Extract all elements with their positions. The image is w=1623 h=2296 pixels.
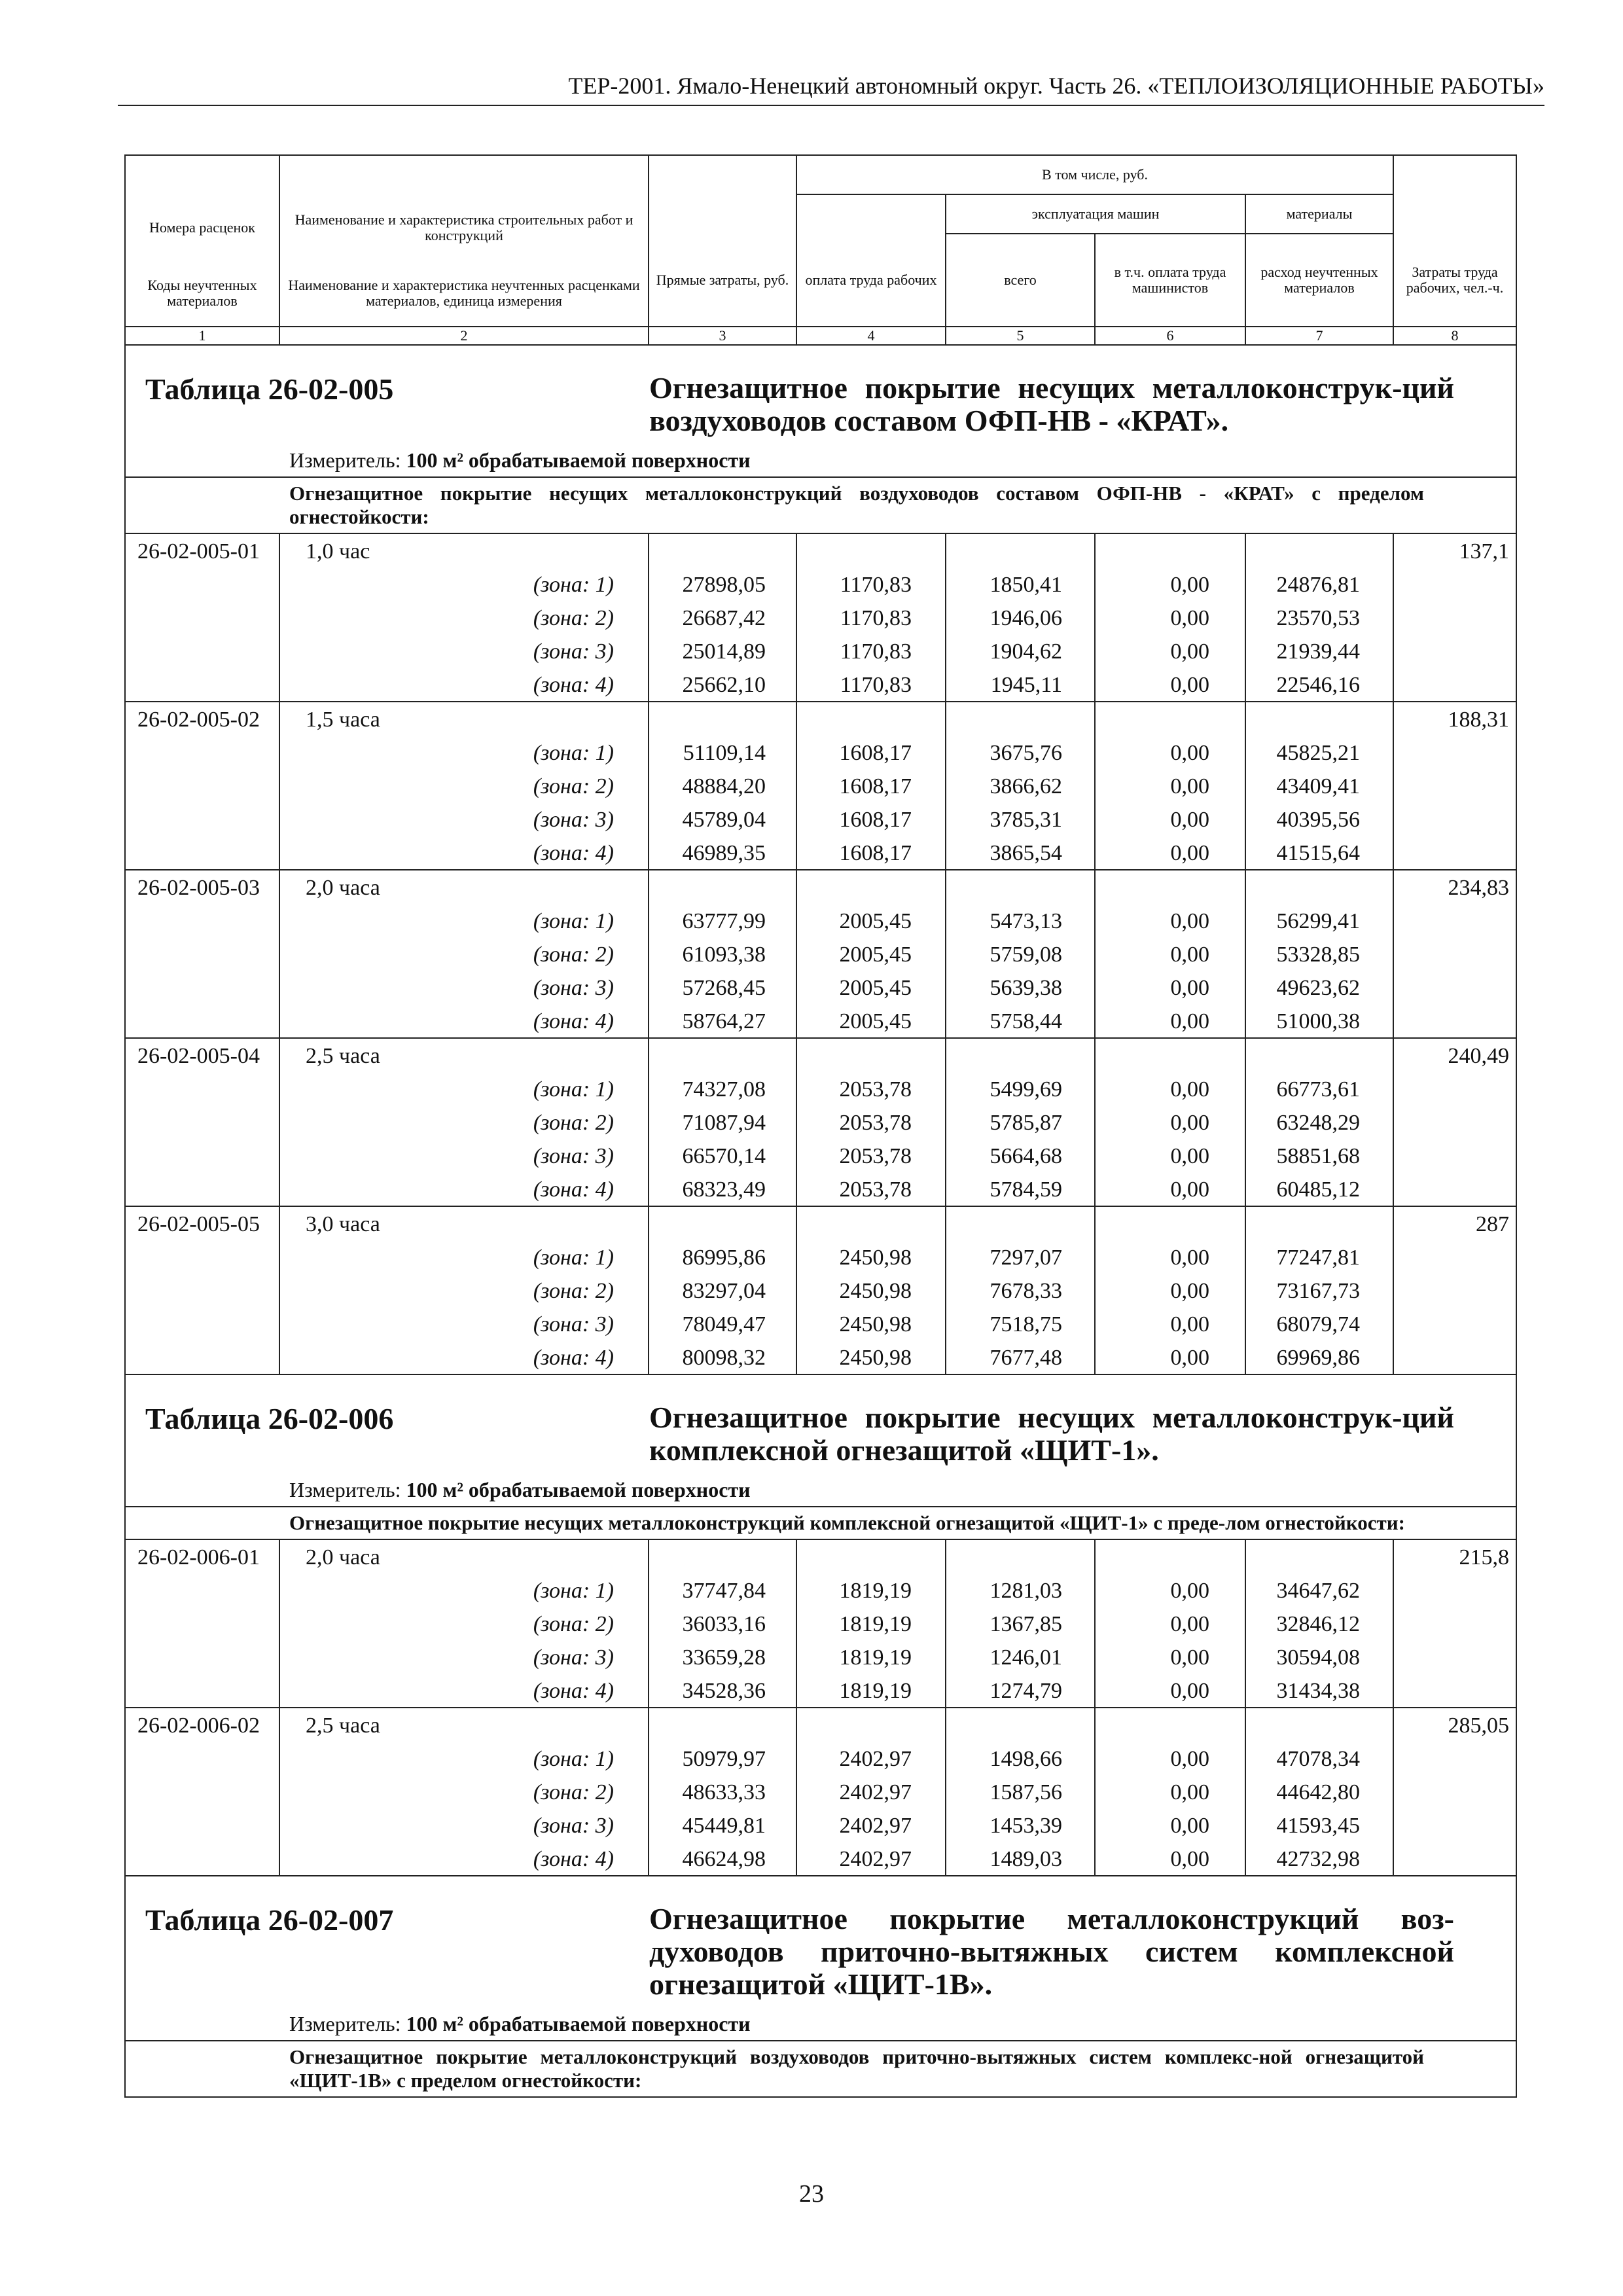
machines-cell: 1945,11 xyxy=(990,673,1062,697)
zone-label: (зона: 2) xyxy=(533,1612,614,1636)
wages-cell: 2402,97 xyxy=(839,1780,912,1804)
direct-costs-cell: 34528,36 xyxy=(682,1679,766,1703)
rate-code: 26-02-006-02 xyxy=(137,1713,260,1738)
table-measure xyxy=(126,1473,1516,1506)
wages-cell: 1170,83 xyxy=(840,573,912,597)
zone-row xyxy=(126,1808,1516,1842)
rate-group xyxy=(126,869,1516,1037)
wages-cell: 1608,17 xyxy=(839,808,912,832)
direct-costs-cell: 45449,81 xyxy=(682,1814,766,1838)
wages-cell: 2402,97 xyxy=(839,1814,912,1838)
zone-label: (зона: 1) xyxy=(533,1246,614,1270)
operators-cell: 0,00 xyxy=(1170,1246,1209,1270)
direct-costs-cell: 66570,14 xyxy=(682,1144,766,1168)
operators-cell: 0,00 xyxy=(1170,1679,1209,1703)
machines-cell: 7518,75 xyxy=(990,1312,1062,1336)
operators-cell: 0,00 xyxy=(1170,606,1209,630)
direct-costs-cell: 83297,04 xyxy=(682,1279,766,1303)
operators-cell: 0,00 xyxy=(1170,639,1209,664)
zone-row xyxy=(126,1340,1516,1374)
zone-label: (зона: 2) xyxy=(533,1111,614,1135)
materials-cell: 51000,38 xyxy=(1276,1009,1360,1033)
table-title: Огнезащитное покрытие металлоконструкций воз-духоводов приточно-вытяжных систем комплексной огнезащитой «ЩИТ-1В». xyxy=(649,1902,1454,2001)
measure-label: Измеритель: xyxy=(289,2012,401,2036)
operators-cell: 0,00 xyxy=(1170,573,1209,597)
direct-costs-cell: 26687,42 xyxy=(682,606,766,630)
materials-cell: 77247,81 xyxy=(1276,1246,1360,1270)
zone-label: (зона: 4) xyxy=(533,673,614,697)
machines-cell: 7297,07 xyxy=(990,1246,1062,1270)
zone-row xyxy=(126,769,1516,802)
operators-cell: 0,00 xyxy=(1170,1111,1209,1135)
rate-labor: 240,49 xyxy=(1448,1044,1509,1068)
zone-row xyxy=(126,736,1516,769)
materials-cell: 32846,12 xyxy=(1276,1612,1360,1636)
materials-cell: 49623,62 xyxy=(1276,976,1360,1000)
direct-costs-cell: 48633,33 xyxy=(682,1780,766,1804)
materials-cell: 58851,68 xyxy=(1276,1144,1360,1168)
machines-cell: 1274,79 xyxy=(990,1679,1062,1703)
zone-row xyxy=(126,1674,1516,1707)
zone-row xyxy=(126,1105,1516,1139)
header-material-codes: Коды неучтенных материалов xyxy=(147,277,257,309)
operators-cell: 0,00 xyxy=(1170,976,1209,1000)
wages-cell: 2053,78 xyxy=(839,1144,912,1168)
rates-sheet xyxy=(124,154,1517,2098)
operators-cell: 0,00 xyxy=(1170,1579,1209,1603)
header-including: В том числе, руб. xyxy=(1042,166,1148,183)
operators-cell: 0,00 xyxy=(1170,1346,1209,1370)
operators-cell: 0,00 xyxy=(1170,1312,1209,1336)
direct-costs-cell: 45789,04 xyxy=(682,808,766,832)
machines-cell: 5759,08 xyxy=(990,942,1062,967)
zone-row xyxy=(126,802,1516,836)
zone-label: (зона: 1) xyxy=(533,909,614,933)
zone-row xyxy=(126,937,1516,971)
wages-cell: 2005,45 xyxy=(839,976,912,1000)
materials-cell: 41593,45 xyxy=(1276,1814,1360,1838)
machines-cell: 5499,69 xyxy=(990,1077,1062,1102)
zone-label: (зона: 4) xyxy=(533,1177,614,1202)
measure-value: 100 м² обрабатываемой поверхности xyxy=(406,448,751,472)
materials-cell: 69969,86 xyxy=(1276,1346,1360,1370)
measure-label: Измеритель: xyxy=(289,448,401,472)
rate-group xyxy=(126,1707,1516,1875)
rate-group xyxy=(126,701,1516,869)
operators-cell: 0,00 xyxy=(1170,1814,1209,1838)
wages-cell: 1819,19 xyxy=(839,1679,912,1703)
header-work-name: Наименование и характеристика строительных работ и конструкций xyxy=(294,211,633,243)
machines-cell: 3866,62 xyxy=(990,774,1062,798)
materials-cell: 68079,74 xyxy=(1276,1312,1360,1336)
rate-code: 26-02-006-01 xyxy=(137,1545,260,1570)
wages-cell: 1819,19 xyxy=(839,1612,912,1636)
zone-label: (зона: 3) xyxy=(533,1645,614,1670)
zone-label: (зона: 4) xyxy=(533,1009,614,1033)
materials-cell: 43409,41 xyxy=(1276,774,1360,798)
direct-costs-cell: 74327,08 xyxy=(682,1077,766,1102)
zone-label: (зона: 3) xyxy=(533,1144,614,1168)
zone-row xyxy=(126,971,1516,1004)
operators-cell: 0,00 xyxy=(1170,774,1209,798)
operators-cell: 0,00 xyxy=(1170,1645,1209,1670)
col-num-1: 1 xyxy=(198,327,206,344)
rate-code: 26-02-005-04 xyxy=(137,1044,260,1068)
machines-cell: 1281,03 xyxy=(990,1579,1062,1603)
machines-cell: 1850,41 xyxy=(990,573,1062,597)
zone-label: (зона: 4) xyxy=(533,1847,614,1871)
table-number: Таблица 26-02-005 xyxy=(145,372,394,406)
wages-cell: 1819,19 xyxy=(839,1579,912,1603)
operators-cell: 0,00 xyxy=(1170,808,1209,832)
zone-row xyxy=(126,904,1516,937)
rate-labor: 287 xyxy=(1476,1212,1509,1236)
zone-label: (зона: 1) xyxy=(533,741,614,765)
page-number: 23 xyxy=(799,2180,824,2208)
operators-cell: 0,00 xyxy=(1170,1077,1209,1102)
zone-row xyxy=(126,668,1516,701)
col-num-4: 4 xyxy=(867,327,875,344)
direct-costs-cell: 57268,45 xyxy=(682,976,766,1000)
zone-label: (зона: 3) xyxy=(533,808,614,832)
header-material-name: Наименование и характеристика неучтенных расценками материалов, единица измерения xyxy=(288,277,640,309)
zone-row xyxy=(126,1072,1516,1105)
operators-cell: 0,00 xyxy=(1170,1780,1209,1804)
table-title-area xyxy=(126,1375,1516,1473)
operators-cell: 0,00 xyxy=(1170,1612,1209,1636)
machines-cell: 1489,03 xyxy=(990,1847,1062,1871)
wages-cell: 2053,78 xyxy=(839,1077,912,1102)
measure-label: Измеритель: xyxy=(289,1478,401,1501)
operators-cell: 0,00 xyxy=(1170,1009,1209,1033)
direct-costs-cell: 63777,99 xyxy=(682,909,766,933)
materials-cell: 44642,80 xyxy=(1276,1780,1360,1804)
zone-label: (зона: 2) xyxy=(533,606,614,630)
col-num-3: 3 xyxy=(719,327,726,344)
zone-row xyxy=(126,1607,1516,1640)
wages-cell: 2053,78 xyxy=(839,1111,912,1135)
operators-cell: 0,00 xyxy=(1170,841,1209,865)
machines-cell: 1246,01 xyxy=(990,1645,1062,1670)
machines-cell: 5664,68 xyxy=(990,1144,1062,1168)
machines-cell: 3785,31 xyxy=(990,808,1062,832)
col-num-6: 6 xyxy=(1166,327,1174,344)
wages-cell: 2450,98 xyxy=(839,1279,912,1303)
measure-value: 100 м² обрабатываемой поверхности xyxy=(406,1478,751,1501)
materials-cell: 73167,73 xyxy=(1276,1279,1360,1303)
zone-row xyxy=(126,1139,1516,1172)
materials-cell: 40395,56 xyxy=(1276,808,1360,832)
machines-cell: 1453,39 xyxy=(990,1814,1062,1838)
wages-cell: 1170,83 xyxy=(840,639,912,664)
zone-row xyxy=(126,601,1516,634)
zone-label: (зона: 2) xyxy=(533,1780,614,1804)
zone-label: (зона: 1) xyxy=(533,573,614,597)
direct-costs-cell: 37747,84 xyxy=(682,1579,766,1603)
rate-group xyxy=(126,1037,1516,1206)
zone-row xyxy=(126,1775,1516,1808)
wages-cell: 2005,45 xyxy=(839,942,912,967)
wages-cell: 2450,98 xyxy=(839,1246,912,1270)
rate-row xyxy=(126,534,1516,567)
direct-costs-cell: 58764,27 xyxy=(682,1009,766,1033)
running-head: ТЕР-2001. Ямало-Ненецкий автономный округ. Часть 26. «ТЕПЛОИЗОЛЯЦИОННЫЕ РАБОТЫ» xyxy=(118,72,1544,106)
zone-row xyxy=(126,567,1516,601)
machines-cell: 3865,54 xyxy=(990,841,1062,865)
operators-cell: 0,00 xyxy=(1170,1847,1209,1871)
col-num-5: 5 xyxy=(1016,327,1024,344)
zone-row xyxy=(126,1842,1516,1875)
operators-cell: 0,00 xyxy=(1170,1747,1209,1771)
col-num-2: 2 xyxy=(460,327,468,344)
zone-row xyxy=(126,1172,1516,1206)
rate-group xyxy=(126,1206,1516,1374)
table-header xyxy=(126,156,1516,346)
col-num-7: 7 xyxy=(1315,327,1323,344)
wages-cell: 1819,19 xyxy=(839,1645,912,1670)
direct-costs-cell: 48884,20 xyxy=(682,774,766,798)
materials-cell: 30594,08 xyxy=(1276,1645,1360,1670)
table-measure xyxy=(126,444,1516,476)
machines-cell: 7678,33 xyxy=(990,1279,1062,1303)
materials-cell: 22546,16 xyxy=(1276,673,1360,697)
rate-row xyxy=(126,870,1516,904)
header-machines: эксплуатация машин xyxy=(1031,206,1160,222)
direct-costs-cell: 25662,10 xyxy=(682,673,766,697)
direct-costs-cell: 50979,97 xyxy=(682,1747,766,1771)
rate-labor: 285,05 xyxy=(1448,1713,1509,1738)
machines-cell: 1946,06 xyxy=(990,606,1062,630)
rate-name: 1,5 часа xyxy=(306,708,380,732)
rate-row xyxy=(126,1039,1516,1072)
materials-cell: 53328,85 xyxy=(1276,942,1360,967)
zone-row xyxy=(126,1742,1516,1775)
operators-cell: 0,00 xyxy=(1170,673,1209,697)
materials-cell: 31434,38 xyxy=(1276,1679,1360,1703)
rate-row xyxy=(126,1207,1516,1240)
measure-value: 100 м² обрабатываемой поверхности xyxy=(406,2012,751,2036)
table-body xyxy=(126,346,1516,2096)
rate-name: 2,5 часа xyxy=(306,1713,380,1738)
direct-costs-cell: 71087,94 xyxy=(682,1111,766,1135)
machines-cell: 1587,56 xyxy=(990,1780,1062,1804)
materials-cell: 24876,81 xyxy=(1276,573,1360,597)
table-title-area xyxy=(126,1876,1516,2007)
rate-code: 26-02-005-03 xyxy=(137,876,260,900)
materials-cell: 45825,21 xyxy=(1276,741,1360,765)
rate-code: 26-02-005-02 xyxy=(137,708,260,732)
zone-label: (зона: 3) xyxy=(533,976,614,1000)
machines-cell: 1498,66 xyxy=(990,1747,1062,1771)
operators-cell: 0,00 xyxy=(1170,1177,1209,1202)
rate-row xyxy=(126,702,1516,736)
wages-cell: 1170,83 xyxy=(840,606,912,630)
zone-label: (зона: 2) xyxy=(533,1279,614,1303)
rate-group xyxy=(126,1539,1516,1707)
header-unaccounted-materials: расход неучтенных материалов xyxy=(1260,264,1378,296)
zone-label: (зона: 1) xyxy=(533,1077,614,1102)
zone-label: (зона: 2) xyxy=(533,774,614,798)
zone-label: (зона: 3) xyxy=(533,1814,614,1838)
zone-row xyxy=(126,1573,1516,1607)
rate-name: 2,0 часа xyxy=(306,1545,380,1570)
rate-labor: 215,8 xyxy=(1459,1545,1509,1570)
materials-cell: 66773,61 xyxy=(1276,1077,1360,1102)
machines-cell: 7677,48 xyxy=(990,1346,1062,1370)
rate-labor: 234,83 xyxy=(1448,876,1509,900)
machines-cell: 5784,59 xyxy=(990,1177,1062,1202)
operators-cell: 0,00 xyxy=(1170,741,1209,765)
wages-cell: 1170,83 xyxy=(840,673,912,697)
materials-cell: 21939,44 xyxy=(1276,639,1360,664)
wages-cell: 1608,17 xyxy=(839,774,912,798)
zone-row xyxy=(126,1640,1516,1674)
header-direct-costs: Прямые затраты, руб. xyxy=(656,272,789,288)
header-rate-numbers: Номера расценок xyxy=(149,219,255,236)
machines-cell: 3675,76 xyxy=(990,741,1062,765)
rate-group xyxy=(126,533,1516,701)
machines-cell: 5473,13 xyxy=(990,909,1062,933)
zone-row xyxy=(126,1307,1516,1340)
table-title: Огнезащитное покрытие несущих металлоконструк-ций воздуховодов составом ОФП-НВ - «КРАТ». xyxy=(649,371,1454,437)
rate-labor: 188,31 xyxy=(1448,708,1509,732)
zone-label: (зона: 3) xyxy=(533,1312,614,1336)
direct-costs-cell: 46624,98 xyxy=(682,1847,766,1871)
materials-cell: 63248,29 xyxy=(1276,1111,1360,1135)
wages-cell: 2450,98 xyxy=(839,1346,912,1370)
wages-cell: 2053,78 xyxy=(839,1177,912,1202)
rate-labor: 137,1 xyxy=(1459,539,1509,564)
direct-costs-cell: 61093,38 xyxy=(682,942,766,967)
zone-label: (зона: 1) xyxy=(533,1747,614,1771)
direct-costs-cell: 51109,14 xyxy=(683,741,766,765)
zone-row xyxy=(126,1274,1516,1307)
rate-name: 3,0 часа xyxy=(306,1212,380,1236)
rate-name: 1,0 час xyxy=(306,539,370,564)
zone-row xyxy=(126,836,1516,869)
wages-cell: 1608,17 xyxy=(839,741,912,765)
materials-cell: 60485,12 xyxy=(1276,1177,1360,1202)
operators-cell: 0,00 xyxy=(1170,1279,1209,1303)
rate-row xyxy=(126,1540,1516,1573)
materials-cell: 47078,34 xyxy=(1276,1747,1360,1771)
table-number: Таблица 26-02-007 xyxy=(145,1903,394,1937)
rate-code: 26-02-005-01 xyxy=(137,539,260,564)
machines-cell: 1904,62 xyxy=(990,639,1062,664)
wages-cell: 2402,97 xyxy=(839,1747,912,1771)
materials-cell: 42732,98 xyxy=(1276,1847,1360,1871)
zone-label: (зона: 4) xyxy=(533,1346,614,1370)
direct-costs-cell: 25014,89 xyxy=(682,639,766,664)
table-block-head xyxy=(126,1374,1516,1539)
table-block-head xyxy=(126,346,1516,533)
direct-costs-cell: 80098,32 xyxy=(682,1346,766,1370)
zone-label: (зона: 2) xyxy=(533,942,614,967)
header-materials: материалы xyxy=(1286,206,1353,222)
operators-cell: 0,00 xyxy=(1170,942,1209,967)
machines-cell: 1367,85 xyxy=(990,1612,1062,1636)
table-number: Таблица 26-02-006 xyxy=(145,1402,394,1435)
table-description: Огнезащитное покрытие несущих металлоконструкций комплексной огнезащитой «ЩИТ-1» с преде-лом огнестойкости: xyxy=(126,1506,1516,1539)
zone-label: (зона: 4) xyxy=(533,1679,614,1703)
rate-row xyxy=(126,1708,1516,1742)
direct-costs-cell: 27898,05 xyxy=(682,573,766,597)
zone-row xyxy=(126,1240,1516,1274)
machines-cell: 5785,87 xyxy=(990,1111,1062,1135)
header-operators-wages: в т.ч. оплата труда машинистов xyxy=(1114,264,1226,296)
wages-cell: 2450,98 xyxy=(839,1312,912,1336)
table-description: Огнезащитное покрытие несущих металлоконструкций воздуховодов составом ОФП-НВ - «КРАТ» с пределом огнестойкости: xyxy=(126,476,1516,533)
materials-cell: 34647,62 xyxy=(1276,1579,1360,1603)
wages-cell: 2005,45 xyxy=(839,1009,912,1033)
table-block-head xyxy=(126,1875,1516,2096)
direct-costs-cell: 86995,86 xyxy=(682,1246,766,1270)
wages-cell: 2402,97 xyxy=(839,1847,912,1871)
materials-cell: 56299,41 xyxy=(1276,909,1360,933)
zone-label: (зона: 4) xyxy=(533,841,614,865)
direct-costs-cell: 78049,47 xyxy=(682,1312,766,1336)
table-title: Огнезащитное покрытие несущих металлоконструк-ций комплексной огнезащитой «ЩИТ-1». xyxy=(649,1401,1454,1467)
direct-costs-cell: 68323,49 xyxy=(682,1177,766,1202)
direct-costs-cell: 36033,16 xyxy=(682,1612,766,1636)
header-labor: Затраты труда рабочих, чел.-ч. xyxy=(1406,264,1504,296)
table-measure xyxy=(126,2007,1516,2040)
header-machines-total: всего xyxy=(1004,272,1037,288)
machines-cell: 5639,38 xyxy=(990,976,1062,1000)
materials-cell: 41515,64 xyxy=(1276,841,1360,865)
wages-cell: 1608,17 xyxy=(839,841,912,865)
rate-code: 26-02-005-05 xyxy=(137,1212,260,1236)
table-title-area xyxy=(126,346,1516,444)
zone-row xyxy=(126,1004,1516,1037)
rate-name: 2,5 часа xyxy=(306,1044,380,1068)
zone-label: (зона: 3) xyxy=(533,639,614,664)
direct-costs-cell: 46989,35 xyxy=(682,841,766,865)
wages-cell: 2005,45 xyxy=(839,909,912,933)
table-description: Огнезащитное покрытие металлоконструкций воздуховодов приточно-вытяжных систем комплекс-ной огнезащитой «ЩИТ-1В» с пределом огнестойкости: xyxy=(126,2040,1516,2096)
col-num-8: 8 xyxy=(1451,327,1459,344)
machines-cell: 5758,44 xyxy=(990,1009,1062,1033)
operators-cell: 0,00 xyxy=(1170,909,1209,933)
direct-costs-cell: 33659,28 xyxy=(682,1645,766,1670)
zone-row xyxy=(126,634,1516,668)
zone-label: (зона: 1) xyxy=(533,1579,614,1603)
rate-name: 2,0 часа xyxy=(306,876,380,900)
materials-cell: 23570,53 xyxy=(1276,606,1360,630)
operators-cell: 0,00 xyxy=(1170,1144,1209,1168)
header-wages: оплата труда рабочих xyxy=(805,272,937,288)
